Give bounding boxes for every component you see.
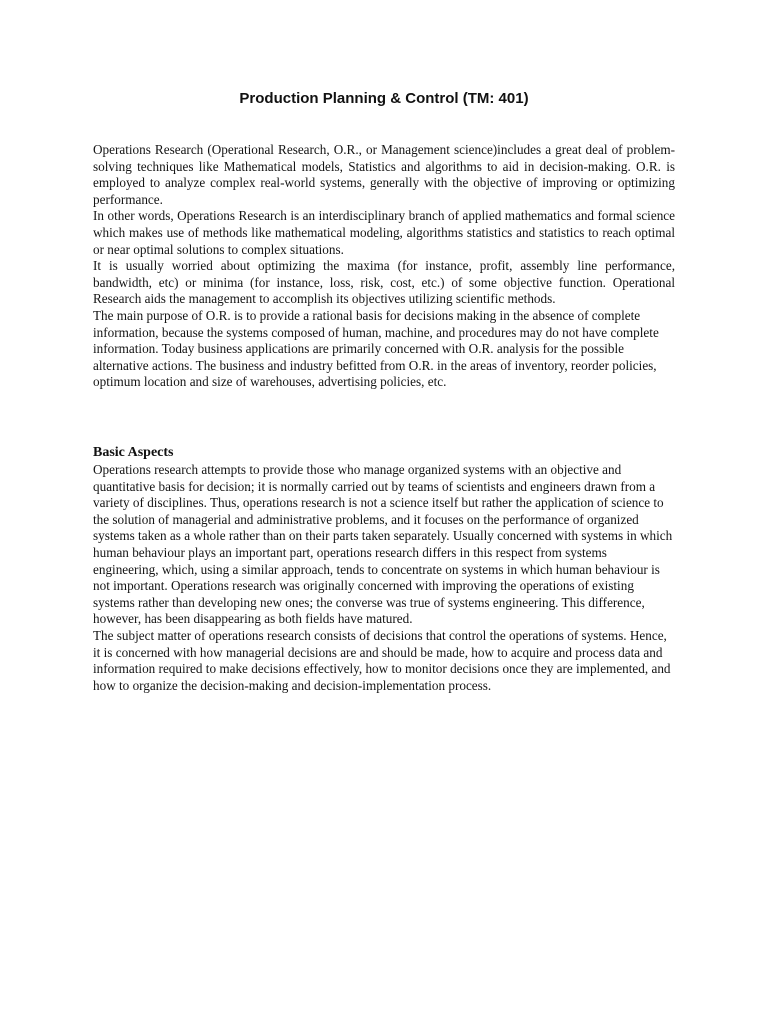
paragraph: It is usually worried about optimizing the maxima (for instance, profit, assembly line performance, bandwidth, etc) or minima (for instance, loss, risk, cost, etc.) of some objective function. Operational Research aids the management to accomplish its objectives utilizing scientific methods.: [93, 258, 675, 307]
section-heading: Basic Aspects: [93, 445, 174, 460]
intro-section: [93, 142, 675, 391]
basic-aspects-section: [93, 462, 675, 694]
paragraph: Operations Research (Operational Research, O.R., or Management science)includes a great deal of problem-solving techniques like Mathematical models, Statistics and algorithms to aid in decision-making. O.R. is employed to analyze complex real-world systems, generally with the objective of improving or optimizing performance.: [93, 142, 675, 207]
paragraph: The subject matter of operations research consists of decisions that control the operations of systems. Hence, it is concerned with how managerial decisions are and should be made, how to acquire and process data and information required to make decisions effectively, how to monitor decisions once they are implemented, and how to organize the decision-making and decision-implementation process.: [93, 627, 671, 693]
document-title: Production Planning & Control (TM: 401): [239, 90, 529, 107]
paragraph: In other words, Operations Research is an interdisciplinary branch of applied mathematics and formal science which makes use of methods like mathematical modeling, algorithms statistics and statistics to reach optimal or near optimal solutions to complex situations.: [93, 208, 675, 257]
paragraph: Operations research attempts to provide those who manage organized systems with an objective and quantitative basis for decision; it is normally carried out by teams of scientists and engineers drawn from a variety of disciplines. Thus, operations research is not a science itself but rather the application of science to the solution of managerial and administrative problems, and it focuses on the performance of organized systems taken as a whole rather than on their parts taken separately. Usually concerned with systems in which human behaviour plays an important part, operations research differs in this respect from systems engineering, which, using a similar approach, tends to concentrate on systems in which human behaviour is not important. Operations research was originally concerned with improving the operations of existing systems rather than developing new ones; the converse was true of systems engineering. This difference, however, has been disappearing as both fields have matured.: [93, 462, 673, 627]
paragraph: The main purpose of O.R. is to provide a rational basis for decisions making in the absence of complete information, because the systems composed of human, machine, and procedures may do not have complete information. Today business applications are primarily concerned with O.R. analysis for the possible alternative actions. The business and industry befitted from O.R. in the areas of inventory, reorder policies, optimum location and size of warehouses, advertising policies, etc.: [93, 307, 659, 390]
